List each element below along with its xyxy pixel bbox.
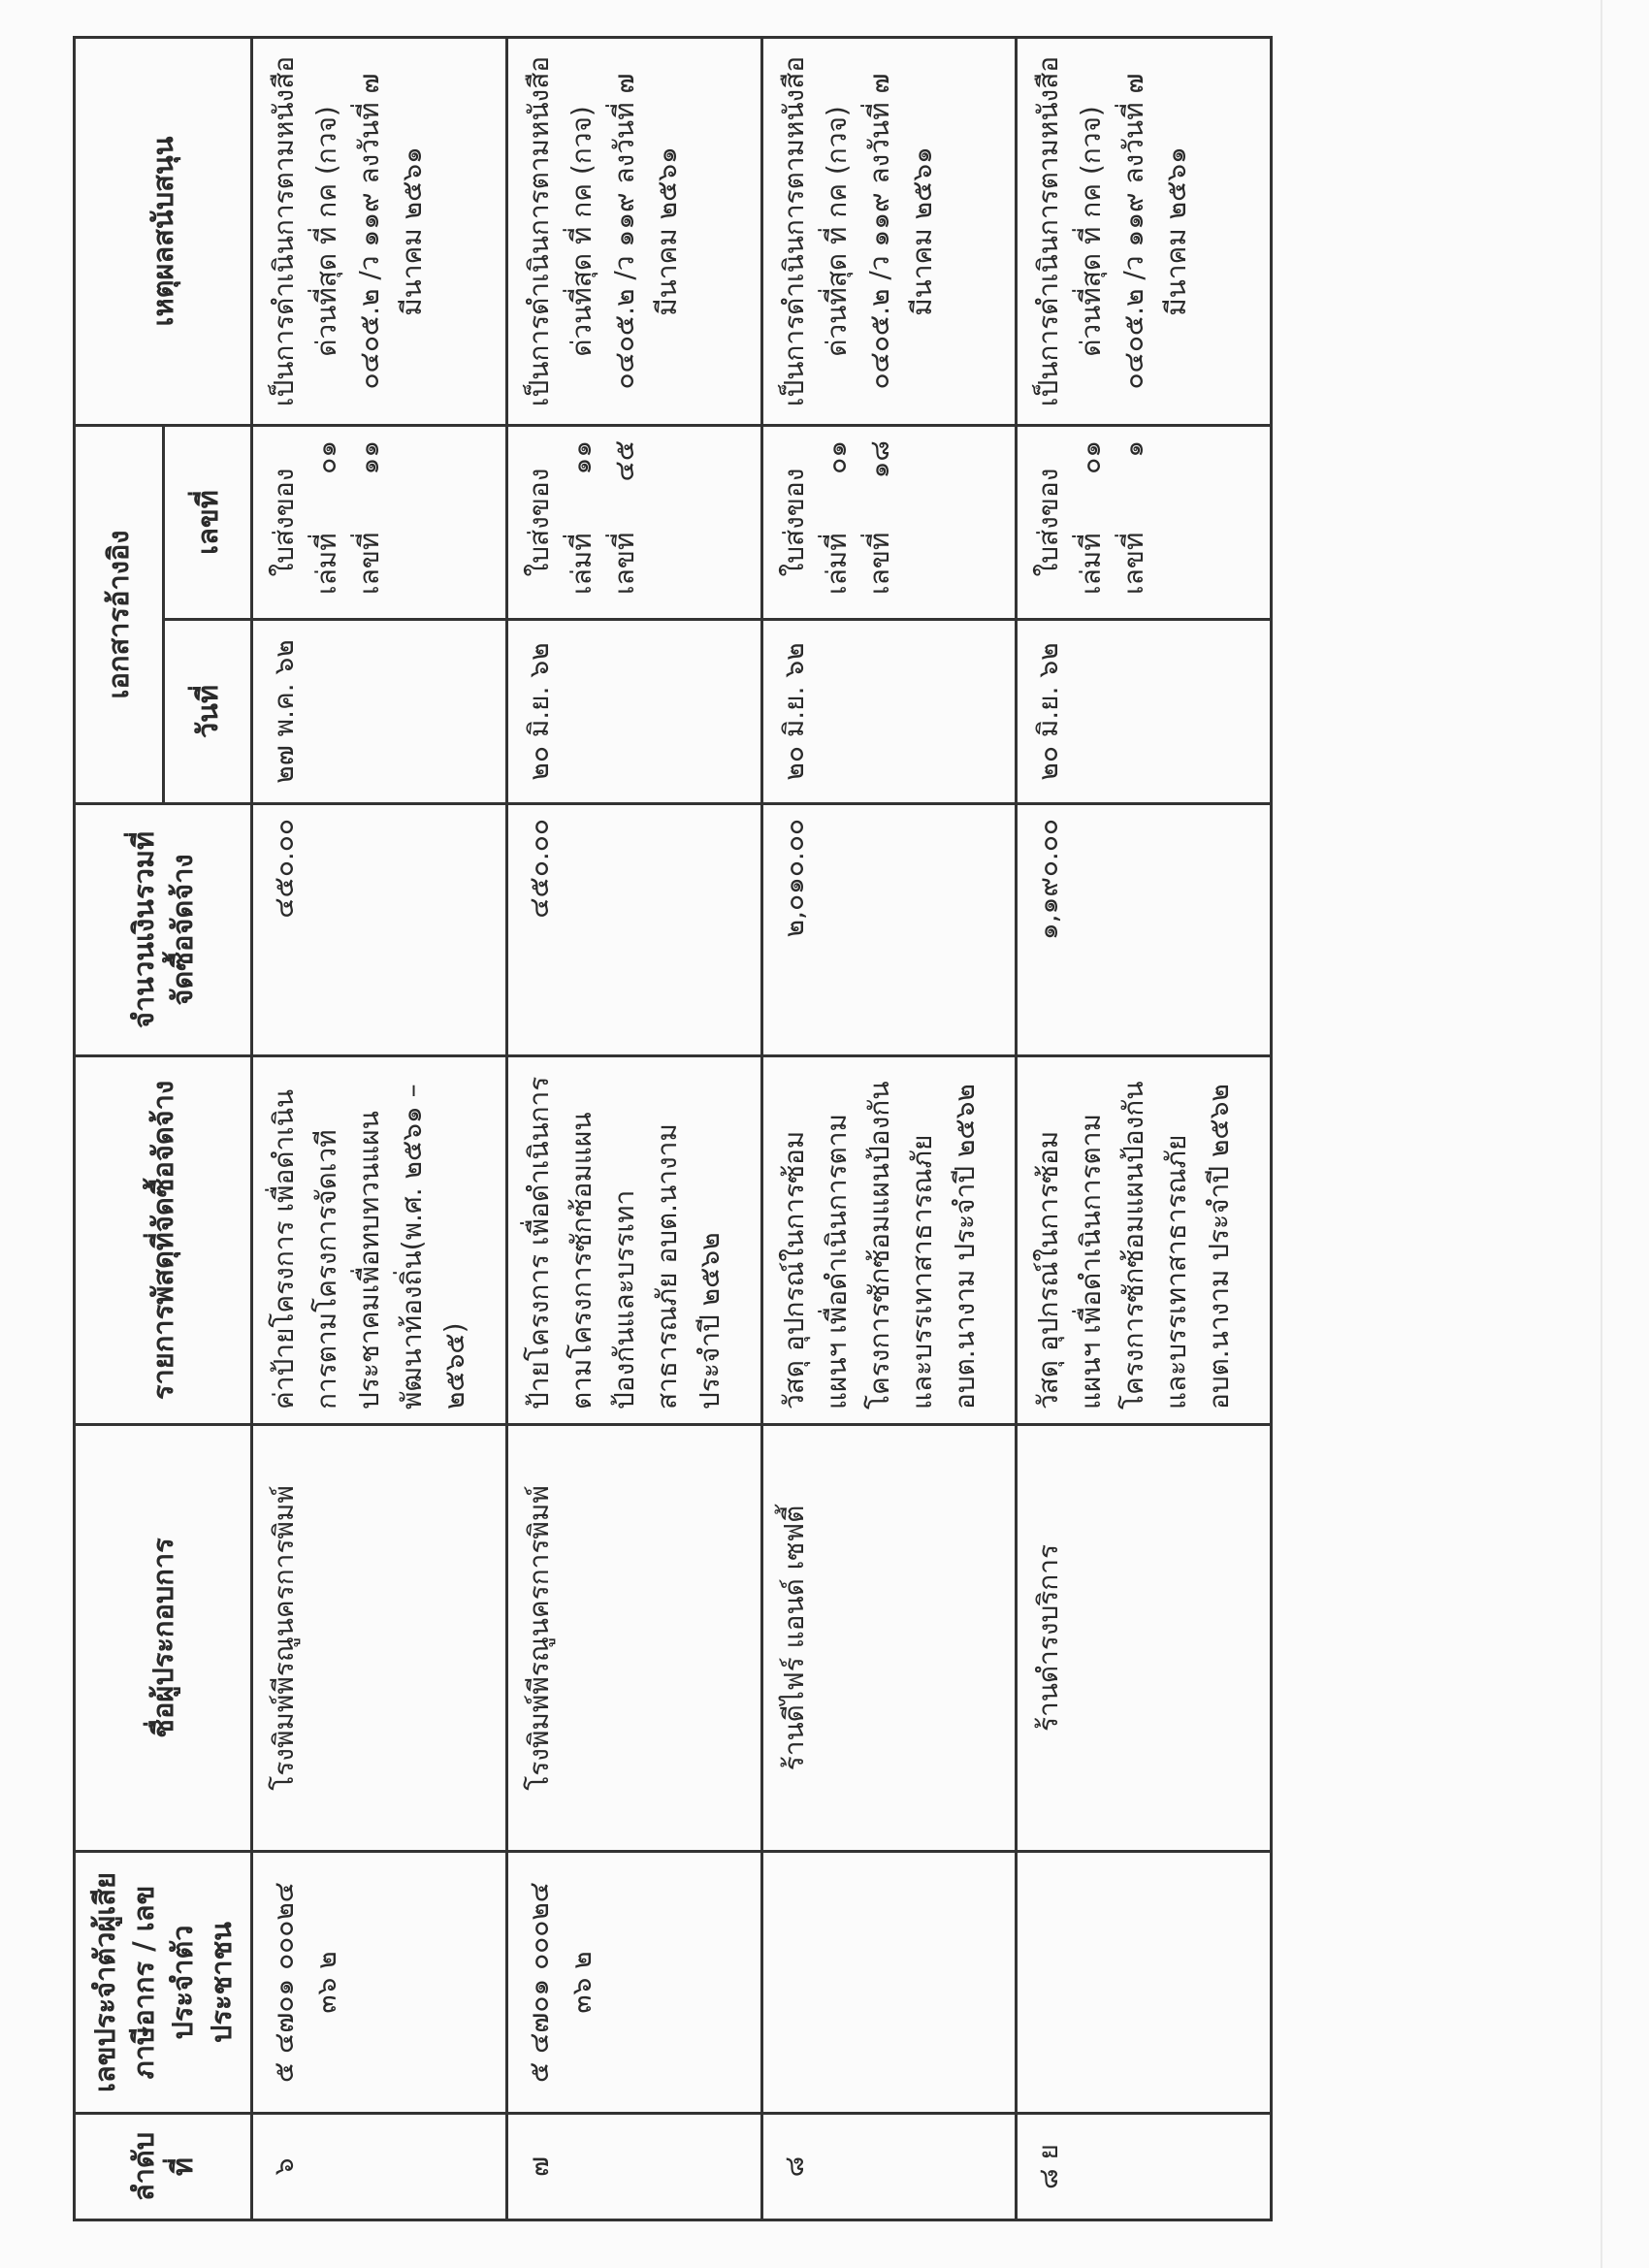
table-row — [252, 37, 507, 2219]
cell-reason — [1017, 37, 1272, 425]
cell-amount: ๒,๐๑๐.๐๐ — [761, 804, 1017, 1056]
cell-tax-id: ๕ ๔๗๐๑ ๐๐๐๒๔ ๓๖ ๒ — [252, 1852, 507, 2114]
cell-amount: ๔๕๐.๐๐ — [506, 804, 761, 1056]
ref-no-line — [858, 440, 901, 604]
cell-ref-no — [761, 425, 1017, 619]
ref-no-line — [1113, 440, 1155, 604]
ref-doc-title: ใบส่งของ — [522, 468, 555, 577]
ref-no-value: ๑ — [1117, 439, 1150, 458]
ref-book-value: ๑๑ — [565, 439, 598, 475]
header-vendor: ชื่อผู้ประกอบการ — [75, 1425, 252, 1852]
header-ref-date: วันที่ — [163, 620, 252, 804]
cell-amount: ๔๕๐.๐๐ — [252, 804, 507, 1056]
cell-item: วัสดุ อุปกรณ์ในการซ้อมแผนฯ เพื่อดำเนินการตามโครงการซักซ้อมแผนป้องกันและบรรเทาสาธารณภัย อบต.นางาม ประจำปี ๒๕๖๒ — [761, 1056, 1017, 1425]
reason-text: เป็นการดำเนินการตามหนังสือด่วนที่สุด ที่ กค (กวจ) ๐๔๐๕.๒ /ว ๑๑๙ ลงวันที่ ๗ มีนาคม ๒๕๖๑ — [522, 55, 683, 407]
cell-ref-date: ๒๐ มิ.ย. ๖๒ — [506, 620, 761, 804]
cell-no: ๘ ย — [1017, 2114, 1272, 2220]
table-row — [1017, 37, 1272, 2219]
cell-vendor: โรงพิมพ์พีรณูนครการพิมพ์ — [506, 1425, 761, 1852]
cell-ref-date: ๒๐ มิ.ย. ๖๒ — [1017, 620, 1272, 804]
ref-doc-title: ใบส่งของ — [777, 468, 810, 577]
ref-no-value: ๑๑ — [353, 439, 385, 475]
header-item: รายการพัสดุที่จัดซื้อจัดจ้าง — [75, 1056, 252, 1425]
scan-page-edge — [1600, 0, 1602, 2268]
ref-book-line — [816, 440, 858, 604]
rotated-page — [73, 39, 1236, 2221]
ref-book-label: เล่มที่ — [565, 533, 598, 595]
ref-no-label: เลขที่ — [862, 532, 895, 595]
table-row — [506, 37, 761, 2219]
cell-tax-id — [761, 1852, 1017, 2114]
ref-doc-title: ใบส่งของ — [1032, 468, 1065, 577]
header-no: ลำดับที่ — [75, 2114, 252, 2220]
ref-no-label: เลขที่ — [607, 532, 640, 595]
cell-vendor: ร้านดีไฟร์ แอนด์ เซฟตี้ — [761, 1425, 1017, 1852]
rotated-content — [73, 39, 1236, 2221]
cell-no: ๗ — [506, 2114, 761, 2220]
ref-no-label: เลขที่ — [353, 532, 385, 595]
cell-reason — [506, 37, 761, 425]
ref-book-line — [561, 440, 603, 604]
cell-reason — [761, 37, 1017, 425]
table-row — [761, 37, 1017, 2219]
header-ref-no: เลขที่ — [163, 425, 252, 619]
ref-no-value: ๑๘ — [862, 439, 895, 479]
ref-book-value: ๐๑ — [1075, 439, 1108, 474]
header-amount: จำนวนเงินรวมที่จัดซื้อจัดจ้าง — [75, 804, 252, 1056]
cell-ref-no — [1017, 425, 1272, 619]
cell-ref-date: ๒๗ พ.ค. ๖๒ — [252, 620, 507, 804]
header-ref-group: เอกสารอ้างอิง — [75, 425, 164, 803]
ref-book-line — [1070, 440, 1113, 604]
ref-book-label: เล่มที่ — [1075, 533, 1108, 595]
ref-no-label: เลขที่ — [1117, 532, 1150, 595]
ref-no-line — [348, 440, 391, 604]
ref-book-line — [306, 440, 348, 604]
cell-reason — [252, 37, 507, 425]
ref-no-value: ๔๕ — [607, 439, 640, 482]
cell-vendor: โรงพิมพ์พีรณูนครการพิมพ์ — [252, 1425, 507, 1852]
header-tax-id: เลขประจำตัวผู้เสียภาษีอากร / เลขประจำตัวประชาชน — [75, 1852, 252, 2114]
cell-ref-no — [506, 425, 761, 619]
ref-book-label: เล่มที่ — [820, 533, 853, 595]
cell-item: ป้ายโครงการ เพื่อดำเนินการตามโครงการซักซ้อมแผนป้องกันและบรรเทาสาธารณภัย อบต.นางาม ประจำปี ๒๕๖๒ — [506, 1056, 761, 1425]
reason-text: เป็นการดำเนินการตามหนังสือด่วนที่สุด ที่ กค (กวจ) ๐๔๐๕.๒ /ว ๑๑๙ ลงวันที่ ๗ มีนาคม ๒๕๖๑ — [268, 55, 428, 407]
cell-amount: ๑,๑๙๐.๐๐ — [1017, 804, 1272, 1056]
procurement-table — [73, 36, 1273, 2221]
header-reason: เหตุผลสนับสนุน — [75, 37, 252, 425]
ref-doc-title: ใบส่งของ — [268, 468, 300, 577]
cell-no: ๘ — [761, 2114, 1017, 2220]
cell-item: วัสดุ อุปกรณ์ในการซ้อมแผนฯ เพื่อดำเนินการตามโครงการซักซ้อมแผนป้องกันและบรรเทาสาธารณภัย อบต.นางาม ประจำปี ๒๕๖๒ — [1017, 1056, 1272, 1425]
ref-no-line — [603, 440, 646, 604]
ref-book-value: ๐๑ — [820, 439, 853, 474]
reason-text: เป็นการดำเนินการตามหนังสือด่วนที่สุด ที่ กค (กวจ) ๐๔๐๕.๒ /ว ๑๑๙ ลงวันที่ ๗ มีนาคม ๒๕๖๑ — [777, 55, 938, 407]
cell-ref-no — [252, 425, 507, 619]
cell-ref-date: ๒๐ มิ.ย. ๖๒ — [761, 620, 1017, 804]
ref-book-label: เล่มที่ — [310, 533, 342, 595]
ref-book-value: ๐๑ — [310, 439, 342, 474]
header-row-top — [75, 37, 164, 2219]
cell-tax-id: ๕ ๔๗๐๑ ๐๐๐๒๔ ๓๖ ๒ — [506, 1852, 761, 2114]
cell-vendor: ร้านดำรงบริการ — [1017, 1425, 1272, 1852]
reason-text: เป็นการดำเนินการตามหนังสือด่วนที่สุด ที่ กค (กวจ) ๐๔๐๕.๒ /ว ๑๑๙ ลงวันที่ ๗ มีนาคม ๒๕๖๑ — [1032, 55, 1193, 407]
cell-item: ค่าป้ายโครงการ เพื่อดำเนินการตามโครงการจัดเวทีประชาคมเพื่อทบทวนแผนพัฒนาท้องถิ่น(พ.ศ. ๒๕๖๑ – ๒๕๖๕) — [252, 1056, 507, 1425]
cell-tax-id — [1017, 1852, 1272, 2114]
cell-no: ๖ — [252, 2114, 507, 2220]
